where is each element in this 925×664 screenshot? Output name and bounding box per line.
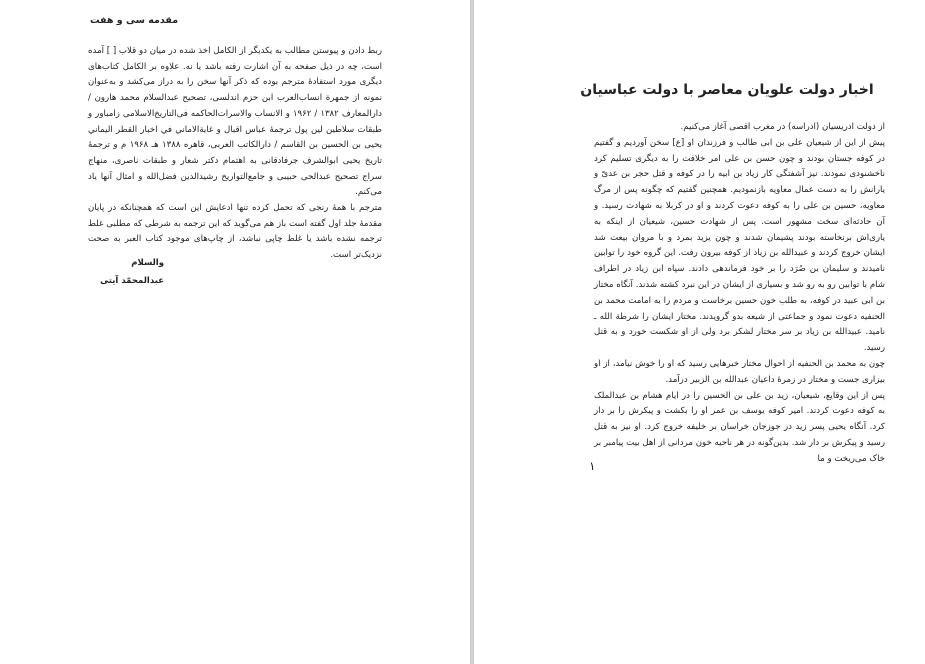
body-paragraph: چون به محمد بن الحنفیه از احوال مختار خبرهایی رسید که او را خوش نیامد، از او بیزاری جست و مختار در زمرهٔ داعیان عبدالله بن الزبیر درآمد.	[594, 358, 885, 385]
right-page-body	[594, 120, 885, 468]
body-paragraph: ربط دادن و پیوستن مطالب به یکدیگر از الکامل اخذ شده در میان دو قلاب [ ] آمده است، چه در ذیل صفحه به آن اشارت رفته باشد یا نه. علاوه بر الکامل کتاب‌های دیگری مورد استفادهٔ مترجم بوده که ذکر آنها سخن را به دراز می‌کشد و به‌عنوان نمونه از جمهرة انساب‌العرب ابن حزم اندلسی، تصحیح عبدالسلام محمد هارون / دارالمعارف ۱۳۸۲ / ۱۹۶۲ و الانساب والاسرات‌الحاکمه فی‌التاریخ‌الاسلامی زامباور و طبقات سلاطین لین پول ترجمهٔ عباس اقبال و غایة‌الاماني في اخبار القطر اليماني یحیی بن الحسین بن القاسم / دارالکاتب العربی، قاهره ۱۳۸۸ هـ ۱۹۶۸ م و ترجمهٔ تاریخ یحیی ابوالشرف جرفادقانی به اهتمام دکتر شعار و طبقات ناصری، منهاج سراج تصحیح عبدالحی حبیبی و جامع‌التواریخ رشیدالدین فضل‌الله و امثال آنها یاد می‌کنم.	[88, 46, 383, 198]
body-paragraph: مترجم با همهٔ رنجی که تحمل کرده تنها ادعایش این است که همچنانکه در پایان مقدمهٔ جلد اول گفته است باز هم می‌گوید که این ترجمه به شرطی که مطلبی غلط ترجمه نشده باشد یا غلط چاپی نباشد، از چاپ‌های موجود کتاب العبر به صحت نزدیک‌تر است.	[88, 203, 382, 261]
author-signature: عبدالمحمّد آیتی	[100, 276, 164, 286]
right-page	[474, 0, 925, 664]
running-header: مقدمه سی و هفت	[90, 15, 179, 26]
body-paragraph: پیش از این از شیعیان علی بن ابی طالب و فرزندان او [ع] سخن آوردیم و گفتیم در کوفه جستان بودند و چون حسن بن علی امر خلافت را به دیگری تسلیم کرد ناخشنودی نمودند. نیز آشفتگی کار زیاد بن ابیه را در کوفه و قتل حجر بن عدیّ و یارانش را به دست عمال معاویه بازنمودیم. همچنین گفتیم که چگونه پس از مرگ معاویه، حسین بن علی را به کوفه دعوت کردند و او در کربلا به شهادت رسید. و آن حادثه‌ای سخت مشهور است. پس از شهادت حسین، شیعیان از اینکه به یاری‌اش برنخاسته بودند پشیمان شدند و چون یزید بمرد و با مروان بیعت شد ایشان خروج کردند و عبیدالله بن زیاد از کوفه بیرون رفت. این گروه خود را توابین نامیدند و سلیمان بن صُرَد را بر خود فرماندهی دادند. سپاه ابن زیاد در اطراف شام با توابین رو به رو شد و بسیاری از ایشان در این نبرد کشته شدند. آنگاه مختار بن ابی عبید در کوفه، به طلب خون حسین برخاست و مردم را به امامت محمد بن الحنفیه دعوت نمود و جماعتی از شیعه بدو گرویدند. مختار ایشان را شرطة الله ـ نامید. عبیدالله بن زیاد بر سر مختار لشکر برد ولی از او شکست خورد و به قتل رسید.	[594, 137, 885, 354]
chapter-title: اخبار دولت علویان معاصر با دولت عباسیان	[580, 82, 874, 98]
left-page-body	[88, 44, 382, 264]
body-paragraph: از دولت ادریسیان (ادراسه) در مغرب اقصی آغاز می‌کنیم.	[680, 122, 885, 132]
page-number: ۱	[589, 459, 596, 473]
body-paragraph: پس از این وقایع، شیعیان، زید بن علی بن الحسین را در ایام هشام بن عبدالملک به کوفه دعوت کردند. امیر کوفه یوسف بن عمر او را بکشت و پیکرش را بر دار کرد. آنگاه یحیی پسر زید در جوزجان خراسان بر خلیفه خروج کرد. او نیز به قتل رسید و پیکرش بر دار شد. بدین‌گونه در هر ناحیه خون مردانی از اهل بیت پیامبر بر خاک می‌ریخت و ما	[594, 390, 885, 464]
closing-salutation: والسلام	[131, 258, 164, 268]
